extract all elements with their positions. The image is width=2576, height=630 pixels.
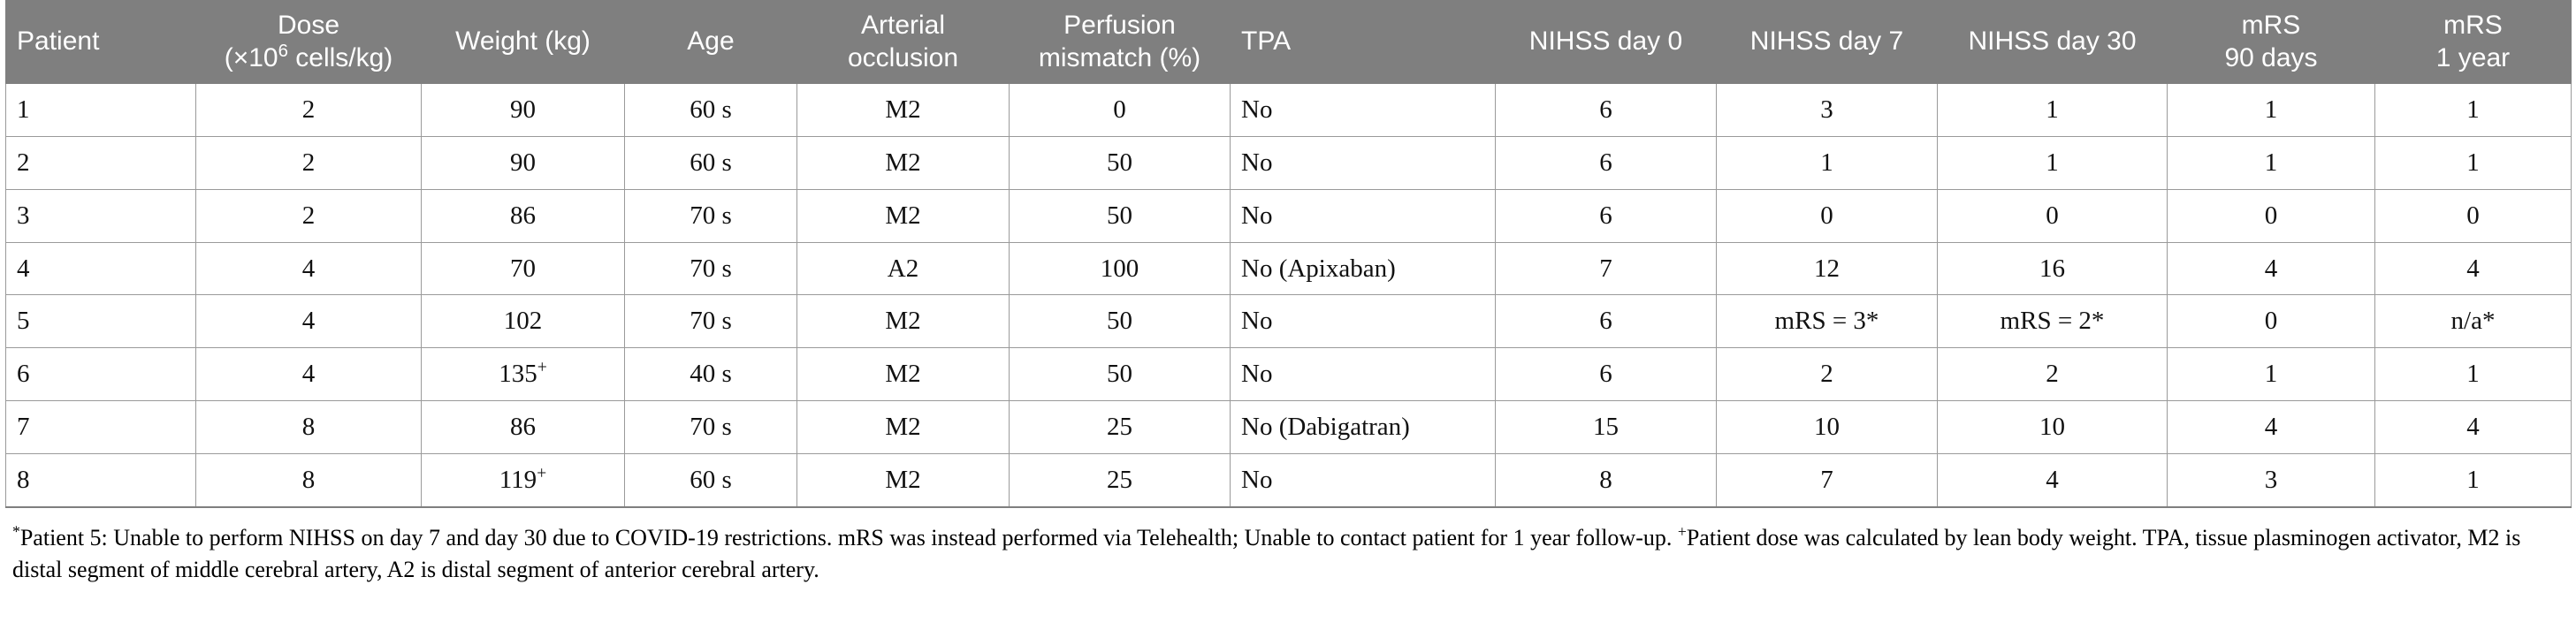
cell-nihss-day-30: 16 (1938, 242, 2168, 295)
cell-age: 60 s (625, 84, 797, 137)
cell-age: 70 s (625, 400, 797, 453)
cell-age: 70 s (625, 242, 797, 295)
cell-dose: 4 (196, 295, 422, 348)
table-row (6, 348, 2572, 401)
cell-tpa: No (1231, 295, 1496, 348)
cell-mrs-1-year: n/a* (2375, 295, 2572, 348)
cell-occlusion: M2 (797, 453, 1010, 506)
cell-patient: 8 (6, 453, 196, 506)
cell-mrs-90-days: 1 (2168, 84, 2375, 137)
column-header-tpa: TPA (1231, 1, 1496, 84)
cell-dose: 8 (196, 453, 422, 506)
cell-weight: 90 (422, 136, 625, 189)
table-row (6, 242, 2572, 295)
cell-weight: 119+ (422, 453, 625, 506)
cell-nihss-day-7: mRS = 3* (1717, 295, 1938, 348)
cell-mrs-90-days: 0 (2168, 295, 2375, 348)
cell-occlusion: M2 (797, 348, 1010, 401)
cell-patient: 2 (6, 136, 196, 189)
cell-nihss-day-30: 1 (1938, 84, 2168, 137)
cell-mismatch: 0 (1010, 84, 1231, 137)
table-row (6, 136, 2572, 189)
column-header-patient: Patient (6, 1, 196, 84)
cell-nihss-day-0: 8 (1496, 453, 1717, 506)
cell-mrs-1-year: 1 (2375, 348, 2572, 401)
cell-tpa: No (Apixaban) (1231, 242, 1496, 295)
cell-mrs-1-year: 4 (2375, 242, 2572, 295)
cell-tpa: No (1231, 189, 1496, 242)
cell-nihss-day-30: 4 (1938, 453, 2168, 506)
cell-patient: 6 (6, 348, 196, 401)
column-header-weight: Weight (kg) (422, 1, 625, 84)
table-body (6, 84, 2572, 507)
cell-mrs-90-days: 3 (2168, 453, 2375, 506)
cell-mrs-1-year: 0 (2375, 189, 2572, 242)
cell-occlusion: M2 (797, 136, 1010, 189)
cell-mrs-1-year: 1 (2375, 453, 2572, 506)
cell-mrs-90-days: 0 (2168, 189, 2375, 242)
table-row (6, 84, 2572, 137)
cell-age: 40 s (625, 348, 797, 401)
column-header-arterial-occlusion: Arterial occlusion (797, 1, 1010, 84)
cell-mrs-90-days: 4 (2168, 242, 2375, 295)
cell-weight: 70 (422, 242, 625, 295)
patient-outcomes-table (5, 0, 2572, 508)
cell-mrs-90-days: 4 (2168, 400, 2375, 453)
cell-occlusion: M2 (797, 295, 1010, 348)
cell-nihss-day-7: 1 (1717, 136, 1938, 189)
cell-mismatch: 50 (1010, 136, 1231, 189)
cell-nihss-day-7: 3 (1717, 84, 1938, 137)
cell-dose: 2 (196, 136, 422, 189)
cell-nihss-day-7: 10 (1717, 400, 1938, 453)
cell-nihss-day-30: 0 (1938, 189, 2168, 242)
cell-nihss-day-7: 12 (1717, 242, 1938, 295)
cell-mismatch: 50 (1010, 189, 1231, 242)
table-row (6, 295, 2572, 348)
cell-mismatch: 50 (1010, 295, 1231, 348)
cell-mrs-1-year: 4 (2375, 400, 2572, 453)
column-header-nihss-day-0: NIHSS day 0 (1496, 1, 1717, 84)
column-header-nihss-day-30: NIHSS day 30 (1938, 1, 2168, 84)
cell-nihss-day-0: 6 (1496, 189, 1717, 242)
cell-patient: 4 (6, 242, 196, 295)
cell-nihss-day-7: 2 (1717, 348, 1938, 401)
cell-age: 60 s (625, 136, 797, 189)
cell-nihss-day-7: 0 (1717, 189, 1938, 242)
cell-nihss-day-0: 6 (1496, 348, 1717, 401)
column-header-mrs-1-year: mRS 1 year (2375, 1, 2572, 84)
cell-occlusion: M2 (797, 84, 1010, 137)
cell-nihss-day-0: 6 (1496, 84, 1717, 137)
table-row (6, 400, 2572, 453)
cell-age: 60 s (625, 453, 797, 506)
table-header (6, 1, 2572, 84)
cell-tpa: No (Dabigatran) (1231, 400, 1496, 453)
cell-patient: 7 (6, 400, 196, 453)
cell-mismatch: 100 (1010, 242, 1231, 295)
cell-weight: 90 (422, 84, 625, 137)
cell-dose: 4 (196, 348, 422, 401)
cell-occlusion: A2 (797, 242, 1010, 295)
cell-dose: 4 (196, 242, 422, 295)
cell-patient: 1 (6, 84, 196, 137)
cell-age: 70 s (625, 295, 797, 348)
cell-nihss-day-0: 6 (1496, 136, 1717, 189)
cell-nihss-day-30: 2 (1938, 348, 2168, 401)
cell-nihss-day-0: 15 (1496, 400, 1717, 453)
cell-mrs-1-year: 1 (2375, 136, 2572, 189)
cell-age: 70 s (625, 189, 797, 242)
cell-occlusion: M2 (797, 400, 1010, 453)
cell-tpa: No (1231, 348, 1496, 401)
cell-nihss-day-7: 7 (1717, 453, 1938, 506)
table-header-row (6, 1, 2572, 84)
cell-weight: 86 (422, 189, 625, 242)
column-header-mrs-90-days: mRS 90 days (2168, 1, 2375, 84)
cell-weight: 135+ (422, 348, 625, 401)
cell-mrs-1-year: 1 (2375, 84, 2572, 137)
cell-tpa: No (1231, 136, 1496, 189)
cell-tpa: No (1231, 84, 1496, 137)
cell-mismatch: 25 (1010, 453, 1231, 506)
column-header-perfusion-mismatch: Perfusion mismatch (%) (1010, 1, 1231, 84)
table-row (6, 453, 2572, 506)
cell-mismatch: 50 (1010, 348, 1231, 401)
cell-mismatch: 25 (1010, 400, 1231, 453)
cell-mrs-90-days: 1 (2168, 348, 2375, 401)
cell-dose: 2 (196, 189, 422, 242)
cell-patient: 5 (6, 295, 196, 348)
cell-nihss-day-30: 10 (1938, 400, 2168, 453)
cell-weight: 86 (422, 400, 625, 453)
cell-nihss-day-30: mRS = 2* (1938, 295, 2168, 348)
cell-dose: 8 (196, 400, 422, 453)
cell-nihss-day-30: 1 (1938, 136, 2168, 189)
cell-nihss-day-0: 6 (1496, 295, 1717, 348)
cell-nihss-day-0: 7 (1496, 242, 1717, 295)
table-footnote: *Patient 5: Unable to perform NIHSS on day 7 and day 30 due to COVID-19 restrictions. mRS was instead performed via Telehealth; Unable to contact patient for 1 year follow-up. +Patient dose was calculated by lean body weight. TPA, tissue plasminogen activator, M2 is distal segment of middle cerebral artery, A2 is distal segment of anterior cerebral artery. (12, 521, 2521, 583)
cell-tpa: No (1231, 453, 1496, 506)
cell-mrs-90-days: 1 (2168, 136, 2375, 189)
column-header-dose: Dose ($\times 10^6$ cells/kg) (196, 1, 422, 84)
cell-patient: 3 (6, 189, 196, 242)
table-row (6, 189, 2572, 242)
column-header-nihss-day-7: NIHSS day 7 (1717, 1, 1938, 84)
column-header-age: Age (625, 1, 797, 84)
cell-weight: 102 (422, 295, 625, 348)
cell-occlusion: M2 (797, 189, 1010, 242)
cell-dose: 2 (196, 84, 422, 137)
